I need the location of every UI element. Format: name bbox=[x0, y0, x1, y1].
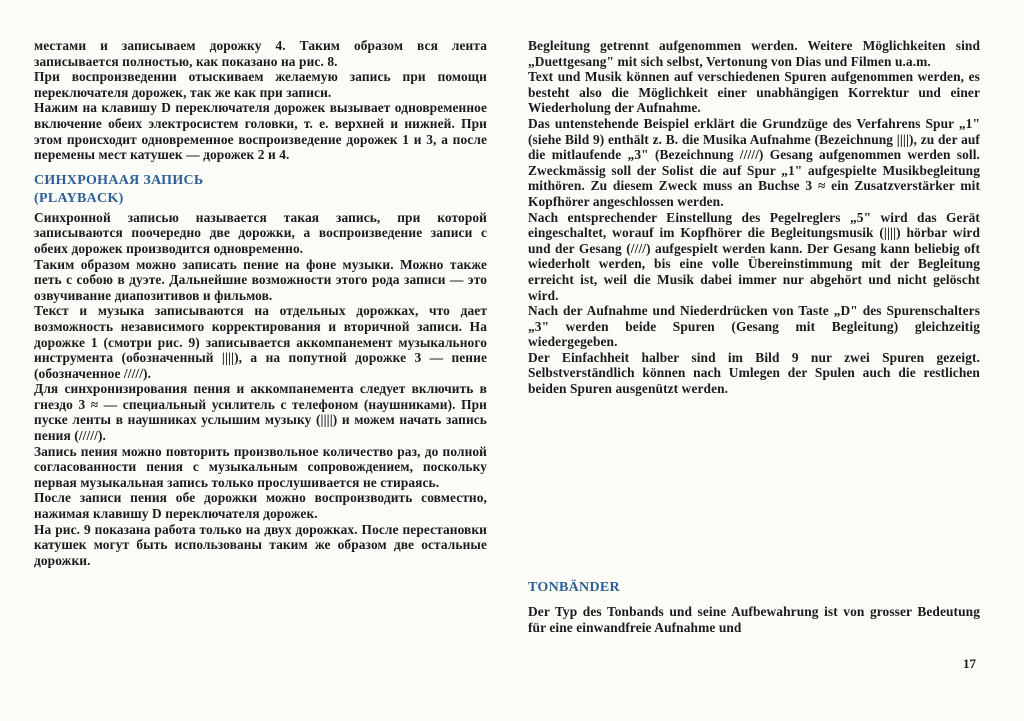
paragraph: На рис. 9 показана работа только на двух дорожках. После перестановки катушек могут быть использованы таким же образом две остальные дорожки. bbox=[34, 521, 487, 568]
paragraph: Запись пения можно повторить произвольное количество раз, до полной согласованности пения с музыкальным сопровождением, поскольку первая музыкальная запись только прослушивается не стираясь. bbox=[34, 443, 487, 490]
paragraph: После записи пения обе дорожки можно воспроизводить совместно, нажимая клавишу D переключателя дорожек. bbox=[34, 490, 487, 522]
paragraph: Нажим на клавишу D переключателя дорожек вызывает одновременное включение обеих электросистем головки, т. е. верхней и нижней. При этом происходит одновременное воспроизведение дорожек 1 и 3, а после перемены мест катушек — дорожек 2 и 4. bbox=[34, 100, 487, 163]
paragraph: Таким образом можно записать пение на фоне музыки. Можно также петь с собою в дуэте. Дальнейшие возможности этого рода записи — это озвучивание диапозитивов и фильмов. bbox=[34, 256, 487, 303]
section-heading-synchronous-recording bbox=[34, 172, 487, 208]
paragraph: При воспроизведении отыскиваем желаемую запись при помощи переключателя дорожек, так же как при записи. bbox=[34, 69, 487, 100]
paragraph: местами и записываем дорожку 4. Таким образом вся лента записывается полностью, как показано на рис. 8. bbox=[34, 38, 487, 69]
section-heading-tonbaender: TONBÄNDER bbox=[528, 580, 620, 595]
paragraph: Das untenstehende Beispiel erklärt die Grundzüge des Verfahrens Spur „1" (siehe Bild 9) enthält z. B. die Musika Aufnahme (Bezeichnung ||||), zu der auf die mitlaufende „3" (Bezeichnung /////) Gesang aufgenommen werden soll. Zweckmässig soll der Solist die auf Spur „1" aufgespielte Musikbegleitung mithören. Zu diesem Zweck muss an Buchse 3 ≈ ein Zusatzverstärker mit Kopfhörer angeschlossen werden. bbox=[528, 115, 980, 209]
heading-line: СИНХРОНААЯ ЗАПИСЬ bbox=[34, 172, 204, 188]
paragraph: Der Typ des Tonbands und seine Aufbewahrung ist von grosser Bedeutung für eine einwandfreie Aufnahme und bbox=[528, 604, 980, 635]
paragraph: Синхронной записью называется такая запись, при которой записываются поочередно две дорожки, а воспроизведение записи с обеих дорожек производится одновременно. bbox=[34, 209, 487, 256]
paragraph: Text und Musik können auf verschiedenen Spuren aufgenommen werden, es besteht also die Möglichkeit einer unabhängigen Korrektur und einer Wiederholung der Aufnahme. bbox=[528, 69, 980, 116]
paragraph: Nach entsprechender Einstellung des Pegelreglers „5" wird das Gerät eingeschaltet, worauf im Kopfhörer die Begleitungsmusik (||||) hörbar wird und der Gesang (////) aufgespielt werden kann. Der Gesang kann beliebig oft wiederholt werden, bis eine volle Übereinstimmung mit der Begleitung erreicht ist, weil die Musik dabei immer nur abgehört und nicht gelöscht wird. bbox=[528, 209, 980, 303]
page-number: 17 bbox=[963, 656, 976, 671]
paragraph: Текст и музыка записываются на отдельных дорожках, что дает возможность независимого корректирования и вторичной записи. На дорожке 1 (смотри рис. 9) записывается аккомпанемент музыкального инструмента (обозначенный ||||), а на попутной дорожке 3 — пение (обозначенное /////). bbox=[34, 303, 487, 381]
paragraph: Begleitung getrennt aufgenommen werden. Weitere Möglichkeiten sind „Duettgesang" mit sich selbst, Vertonung von Dias und Filmen u.a.m. bbox=[528, 38, 980, 69]
paragraph: Der Einfachheit halber sind im Bild 9 nur zwei Spuren gezeigt. Selbstverständlich können nach Umlegen der Spulen auch die restlichen beiden Spuren ausgenützt werden. bbox=[528, 349, 980, 397]
left-column-russian bbox=[34, 38, 487, 568]
heading-line: (PLAYBACK) bbox=[34, 190, 124, 206]
paragraph: Для синхронизирования пения и аккомпанемента следует включить в гнездо 3 ≈ — специальный усилитель с телефоном (наушниками). При пуске ленты в наушниках услышим музыку (||||) и можем начать запись пения (/////). bbox=[34, 381, 487, 444]
paragraph: Nach der Aufnahme und Niederdrücken von Taste „D" des Spurenschalters „3" werden beide Spuren (Gesang mit Begleitung) gleichzeitig wiedergegeben. bbox=[528, 303, 980, 350]
right-column-german bbox=[528, 38, 980, 397]
